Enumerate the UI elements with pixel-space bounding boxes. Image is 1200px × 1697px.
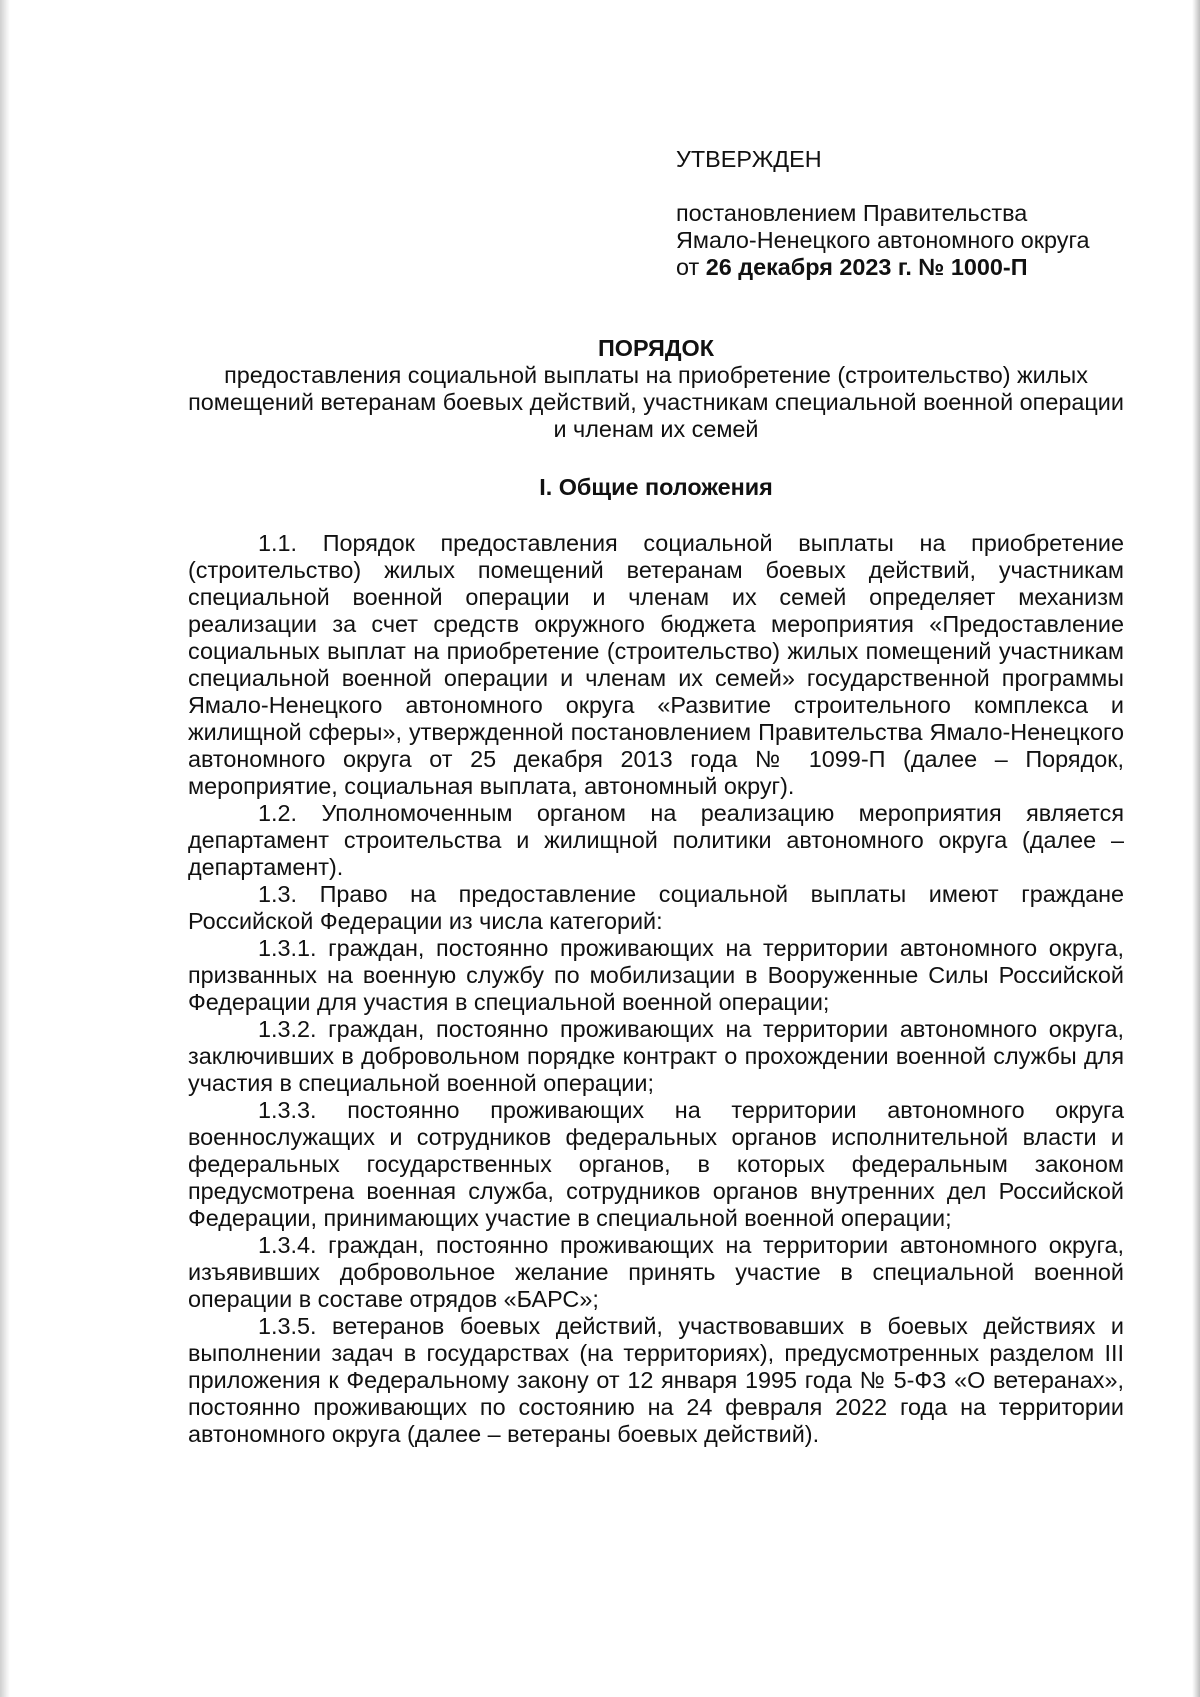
body-text (188, 530, 1124, 1448)
scan-edge-right (1192, 0, 1200, 1697)
paragraph-1-1: 1.1. Порядок предоставления социальной выплаты на приобретение (строительство) жилых помещений ветеранам боевых действий, участникам специальной военной операции и членам их семей определяет механизм реализации за счет средств окружного бюджета мероприятия «Предоставление социальных выплат на приобретение (строительство) жилых помещений участникам специальной военной операции и членам их семей» государственной программы Ямало-Ненецкого автономного округа «Развитие строительного комплекса и жилищной сферы», утвержденной постановлением Правительства Ямало-Ненецкого автономного округа от 25 декабря 2013 года № 1099-П (далее – Порядок, мероприятие, социальная выплата, автономный округ). (188, 530, 1124, 799)
paragraph-1-3-4: 1.3.4. граждан, постоянно проживающих на территории автономного округа, изъявивших добровольное желание принять участие в специальной военной операции в составе отрядов «БАРС»; (188, 1232, 1124, 1312)
scan-edge-left (0, 0, 10, 1697)
paragraph-1-3-3: 1.3.3. постоянно проживающих на территории автономного округа военнослужащих и сотрудников федеральных органов исполнительной власти и федеральных государственных органов, в которых федеральным законом предусмотрена военная служба, сотрудников органов внутренних дел Российской Федерации, принимающих участие в специальной военной операции; (188, 1097, 1124, 1231)
section-heading: I. Общие положения (539, 474, 773, 500)
approval-date-prefix: от (676, 254, 706, 280)
paragraph-1-2: 1.2. Уполномоченным органом на реализацию мероприятия является департамент строительства и жилищной политики автономного округа (далее – департамент). (188, 800, 1124, 880)
document-page (188, 0, 1124, 1697)
approval-date (676, 254, 1124, 281)
paragraph-1-3-2: 1.3.2. граждан, постоянно проживающих на территории автономного округа, заключивших в добровольном порядке контракт о прохождении военной службы для участия в специальной военной операции; (188, 1016, 1124, 1096)
paragraph-1-3-5: 1.3.5. ветеранов боевых действий, участвовавших в боевых действиях и выполнении задач в государствах (на территориях), предусмотренных разделом III приложения к Федеральному закону от 12 января 1995 года № 5-ФЗ «О ветеранах», постоянно проживающих по состоянию на 24 февраля 2022 года на территории автономного округа (далее – ветераны боевых действий). (188, 1313, 1124, 1447)
approval-line-2: Ямало-Ненецкого автономного округа (676, 227, 1090, 253)
title-block (188, 335, 1124, 443)
paragraph-1-3: 1.3. Право на предоставление социальной выплаты имеют граждане Российской Федерации из числа категорий: (188, 881, 1124, 934)
approval-line-1: постановлением Правительства (676, 200, 1028, 226)
approval-block (676, 146, 1124, 281)
doc-title: ПОРЯДОК (598, 335, 714, 361)
approval-heading: УТВЕРЖДЕН (676, 146, 822, 172)
approval-date-value: 26 декабря 2023 г. № 1000-П (705, 254, 1028, 280)
doc-subtitle: предоставления социальной выплаты на приобретение (строительство) жилых помещений ветеранам боевых действий, участникам специальной военной операции и членам их семей (188, 362, 1124, 442)
paragraph-1-3-1: 1.3.1. граждан, постоянно проживающих на территории автономного округа, призванных на военную службу по мобилизации в Вооруженные Силы Российской Федерации для участия в специальной военной операции; (188, 935, 1124, 1015)
